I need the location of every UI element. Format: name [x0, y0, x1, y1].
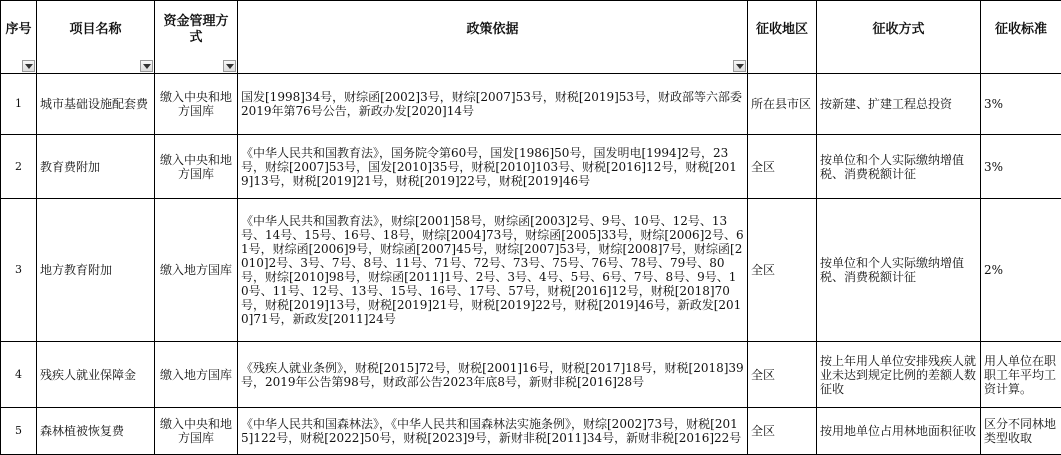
header-name: 项目名称 [37, 1, 155, 74]
table-row[interactable] [1, 135, 1061, 199]
header-seq: 序号 [1, 1, 37, 74]
cell-method[interactable]: 按用地单位占用林地面积征收 [817, 408, 981, 455]
cell-area[interactable]: 全区 [748, 135, 817, 199]
cell-method[interactable]: 按单位和个人实际缴纳增值税、消费税额计征 [817, 135, 981, 199]
cell-standard[interactable]: 区分不同林地类型收取 [981, 408, 1061, 455]
cell-policy[interactable]: 国发[1998]34号，财综函[2002]3号，财综[2007]53号，财税[2019]53号，财政部等六部委2019年第76号公告，新政办发[2020]14号 [238, 74, 748, 135]
header-standard: 征收标准 [981, 1, 1061, 74]
cell-name[interactable]: 城市基础设施配套费 [37, 74, 155, 135]
cell-method[interactable]: 按上年用人单位安排残疾人就业未达到规定比例的差额人数征收 [817, 342, 981, 408]
table-row[interactable] [1, 342, 1061, 408]
cell-standard[interactable]: 3% [981, 135, 1061, 199]
cell-name[interactable]: 教育费附加 [37, 135, 155, 199]
cell-seq[interactable]: 1 [1, 74, 37, 135]
cell-standard[interactable]: 用人单位在职职工年平均工资计算。 [981, 342, 1061, 408]
cell-area[interactable]: 全区 [748, 199, 817, 342]
header-method: 征收方式 [817, 1, 981, 74]
cell-area[interactable]: 所在县市区 [748, 74, 817, 135]
cell-method[interactable]: 按新建、扩建工程总投资 [817, 74, 981, 135]
cell-standard[interactable]: 2% [981, 199, 1061, 342]
header-row [1, 1, 1061, 74]
header-area: 征收地区 [748, 1, 817, 74]
filter-dropdown-icon[interactable] [22, 60, 35, 72]
table-row[interactable] [1, 408, 1061, 455]
cell-policy[interactable]: 《残疾人就业条例》，财税[2015]72号，财税[2001]16号，财税[2017]18号，财税[2018]39号，2019年公告第98号，财政部公告2023年底8号，新财非税[2016]28号 [238, 342, 748, 408]
cell-seq[interactable]: 3 [1, 199, 37, 342]
table-row[interactable] [1, 199, 1061, 342]
cell-area[interactable]: 全区 [748, 342, 817, 408]
cell-seq[interactable]: 5 [1, 408, 37, 455]
cell-policy[interactable]: 《中华人民共和国教育法》，国务院令第60号，国发[1986]50号，国发明电[1994]2号，23号，财综[2007]53号，国发[2010]35号，财税[2010]103号、财税[2016]12号，财税[2019]13号，财税[2019]21号，财税[2019]22号，财税[2019]46号 [238, 135, 748, 199]
cell-mgmt[interactable]: 缴入中央和地方国库 [155, 74, 238, 135]
cell-name[interactable]: 地方教育附加 [37, 199, 155, 342]
cell-seq[interactable]: 4 [1, 342, 37, 408]
cell-mgmt[interactable]: 缴入中央和地方国库 [155, 408, 238, 455]
cell-standard[interactable]: 3% [981, 74, 1061, 135]
cell-seq[interactable]: 2 [1, 135, 37, 199]
cell-area[interactable]: 全区 [748, 408, 817, 455]
cell-mgmt[interactable]: 缴入地方国库 [155, 342, 238, 408]
cell-policy[interactable]: 《中华人民共和国教育法》，财综[2001]58号，财综函[2003]2号、9号、10号、12号、13号、14号、15号、16号、18号，财综[2004]73号，财综函[2005]33号，财综[2006]2号、61号，财综函[2006]9号，财综函[2007]45号，财综[2007]53号，财综[2008]7号，财综函[2010]2号、3号、7号、8号、11号、71号、72号、73号、75号、76号、78号、79号、80号，财综[2010]98号，财综函[2011]1号、2号、3号、4号、5号、6号、7号、8号、9号、10号、11号、12号、13号、15号、16号、17号、57号，财税[2016]12号，财税[2018]70号，财税[2019]13号，财税[2019]21号，财税[2019]22号，财税[2019]46号，新政发[2010]71号，新政发[2011]24号 [238, 199, 748, 342]
header-mgmt: 资金管理方式 [155, 1, 238, 74]
filter-dropdown-icon[interactable] [140, 60, 153, 72]
cell-mgmt[interactable]: 缴入地方国库 [155, 199, 238, 342]
header-policy: 政策依据 [238, 1, 748, 74]
filter-dropdown-icon[interactable] [223, 60, 236, 72]
cell-mgmt[interactable]: 缴入中央和地方国库 [155, 135, 238, 199]
cell-name[interactable]: 森林植被恢复费 [37, 408, 155, 455]
table-row[interactable] [1, 74, 1061, 135]
cell-method[interactable]: 按单位和个人实际缴纳增值税、消费税额计征 [817, 199, 981, 342]
filter-dropdown-icon[interactable] [733, 60, 746, 72]
cell-name[interactable]: 残疾人就业保障金 [37, 342, 155, 408]
cell-policy[interactable]: 《中华人民共和国森林法》，《中华人民共和国森林法实施条例》，财综[2002]73号，财税[2015]122号，财税[2022]50号，财税[2023]9号，新财非税[2011]34号，新财非税[2016]22号 [238, 408, 748, 455]
